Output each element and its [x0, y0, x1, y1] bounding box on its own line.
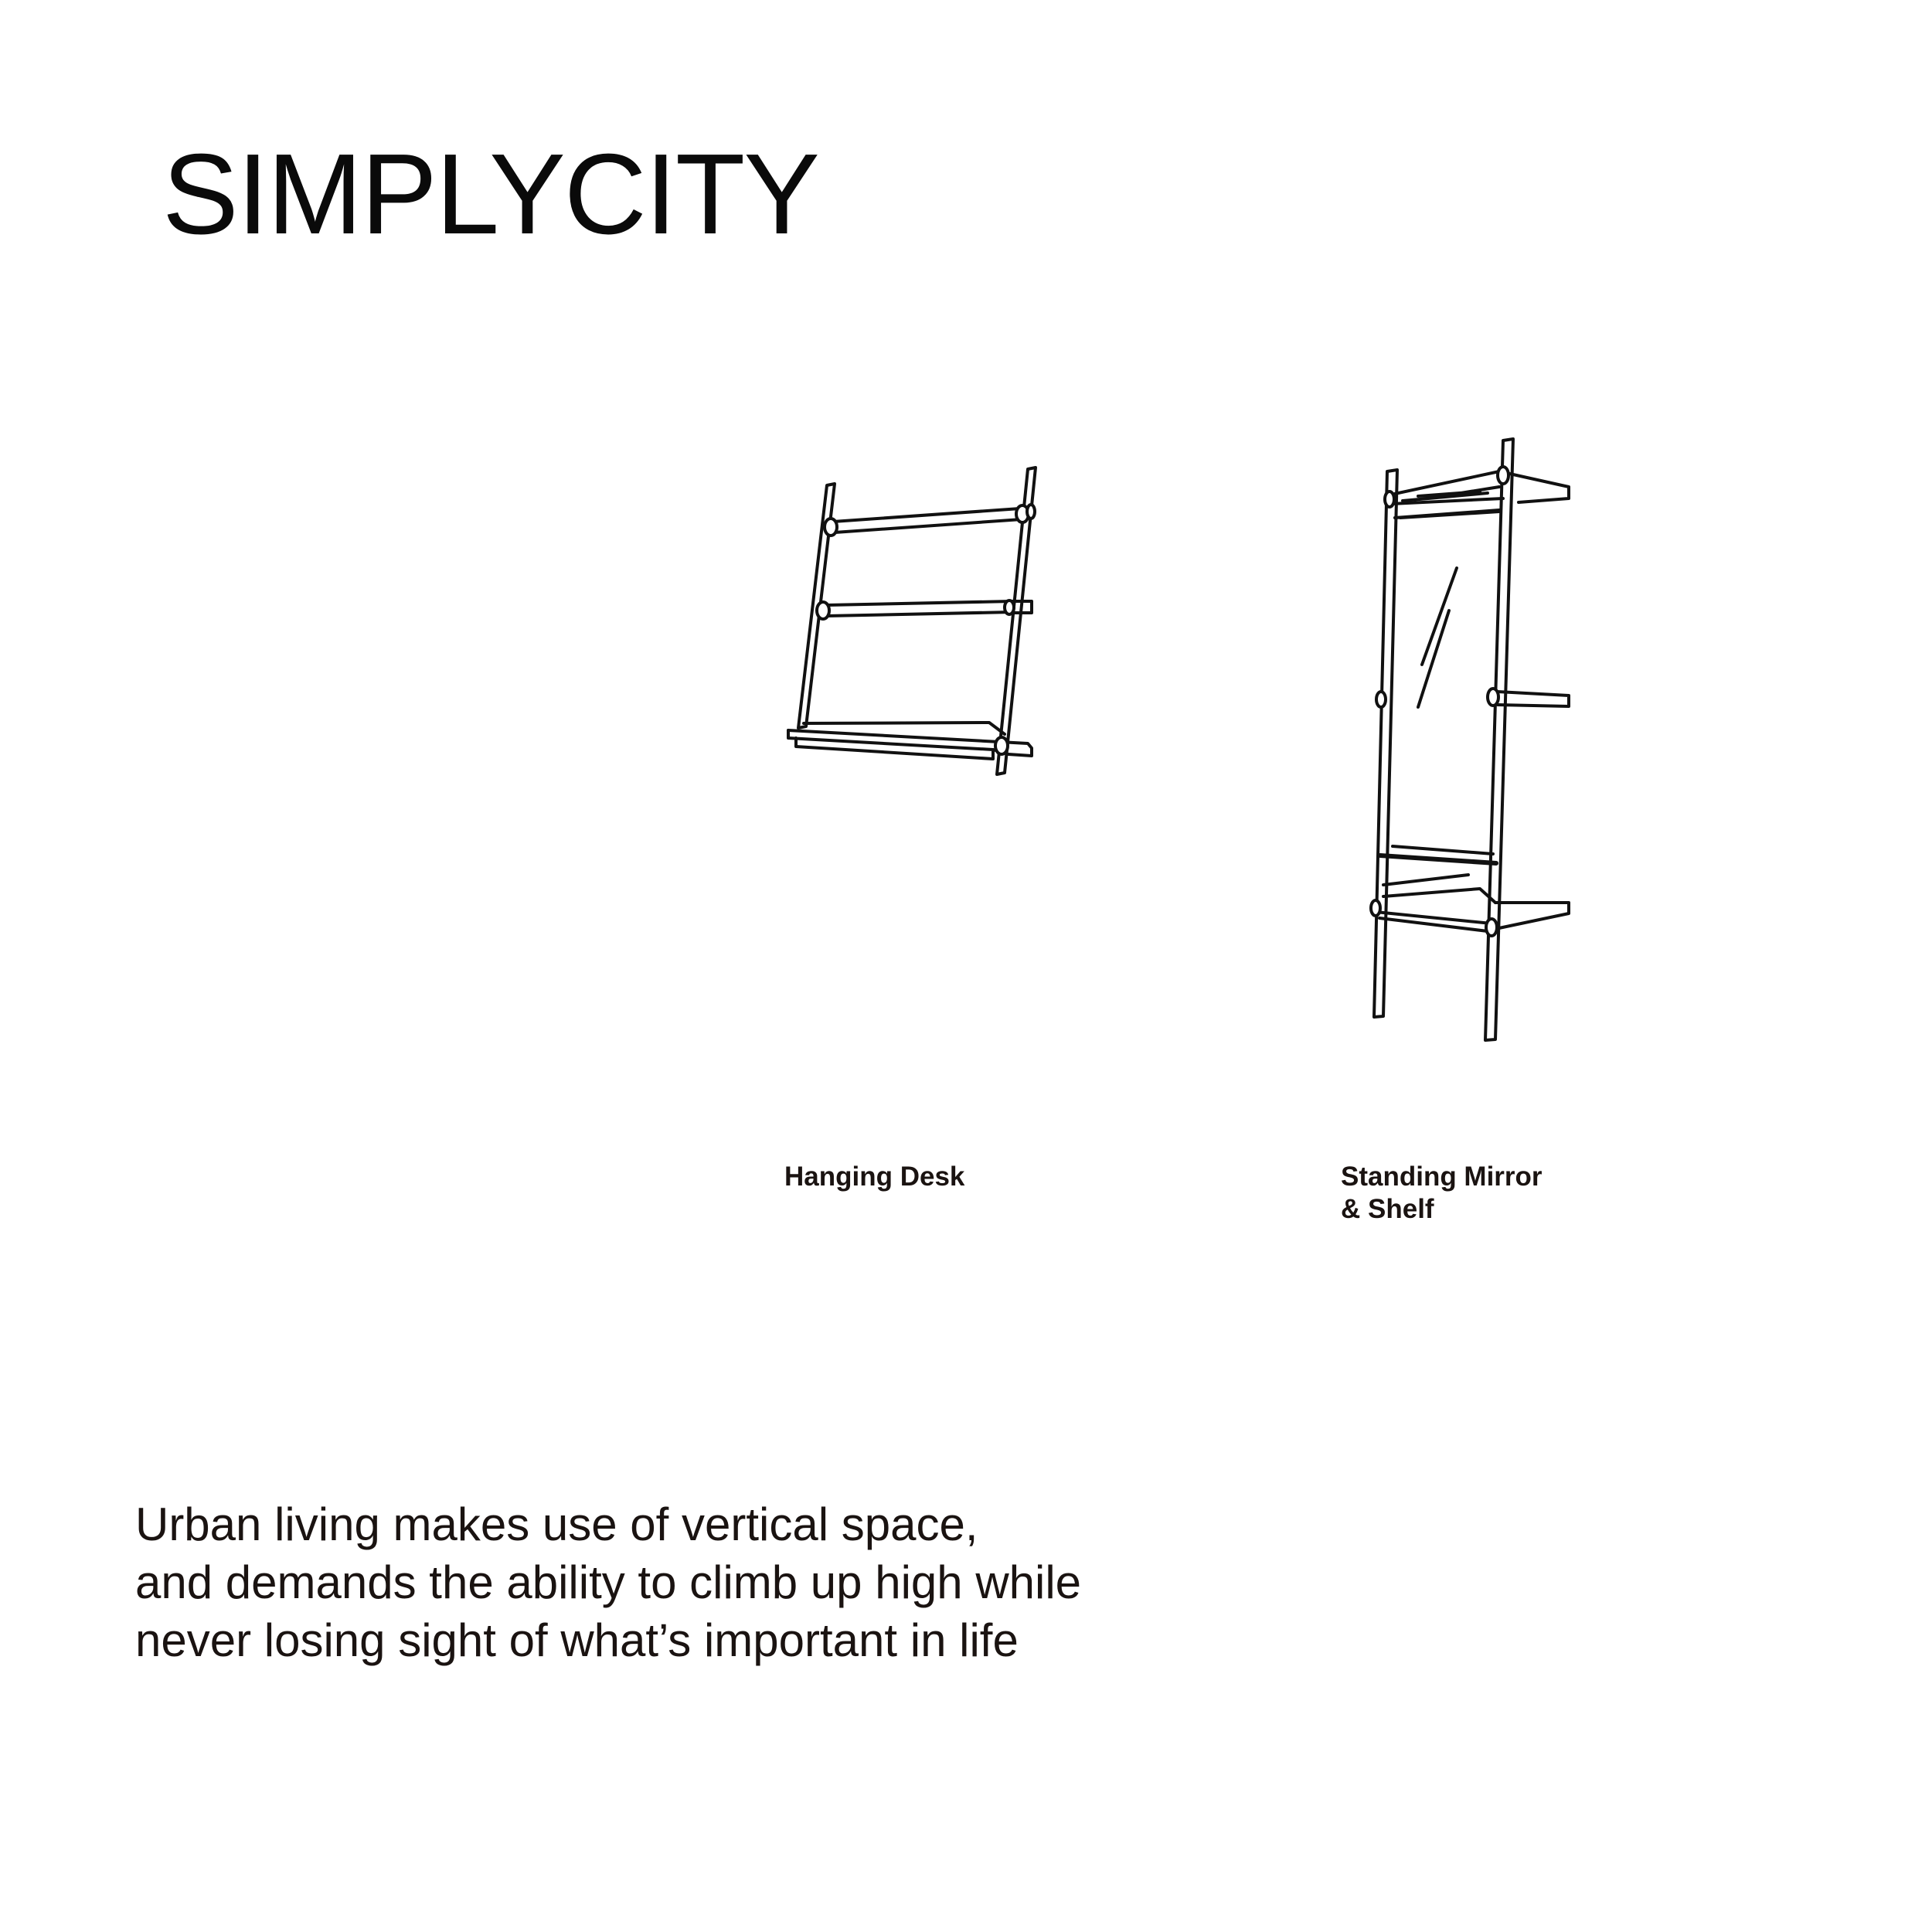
hanging-desk-illustration: [773, 456, 1059, 788]
tagline: [135, 1495, 1081, 1669]
tagline-line: never losing sight of what’s important in life: [135, 1614, 1019, 1666]
tagline-line: Urban living makes use of vertical space,: [135, 1498, 978, 1550]
desk-top-bar: [833, 509, 1022, 532]
tagline-line: and demands the ability to climb up high while: [135, 1556, 1082, 1608]
hanging-desk-label: Hanging Desk: [784, 1162, 965, 1192]
mirror-glass: [1393, 512, 1499, 854]
desk-middle-bar: [827, 601, 1012, 616]
standing-mirror-label-line1: Standing Mirror: [1341, 1162, 1543, 1192]
mirror-right-rail: [1485, 439, 1513, 1040]
standing-mirror-shelf-illustration: [1345, 425, 1600, 1059]
mirror-middle-peg: [1498, 692, 1569, 706]
mirror-left-rail: [1374, 470, 1397, 1017]
mirror-reflection-lines: [1418, 568, 1457, 707]
brand-title: SIMPLYCITY: [162, 131, 818, 258]
mirror-top-shelf: [1391, 471, 1569, 502]
standing-mirror-label: [1341, 1161, 1543, 1226]
standing-mirror-label-line2: & Shelf: [1341, 1194, 1434, 1224]
